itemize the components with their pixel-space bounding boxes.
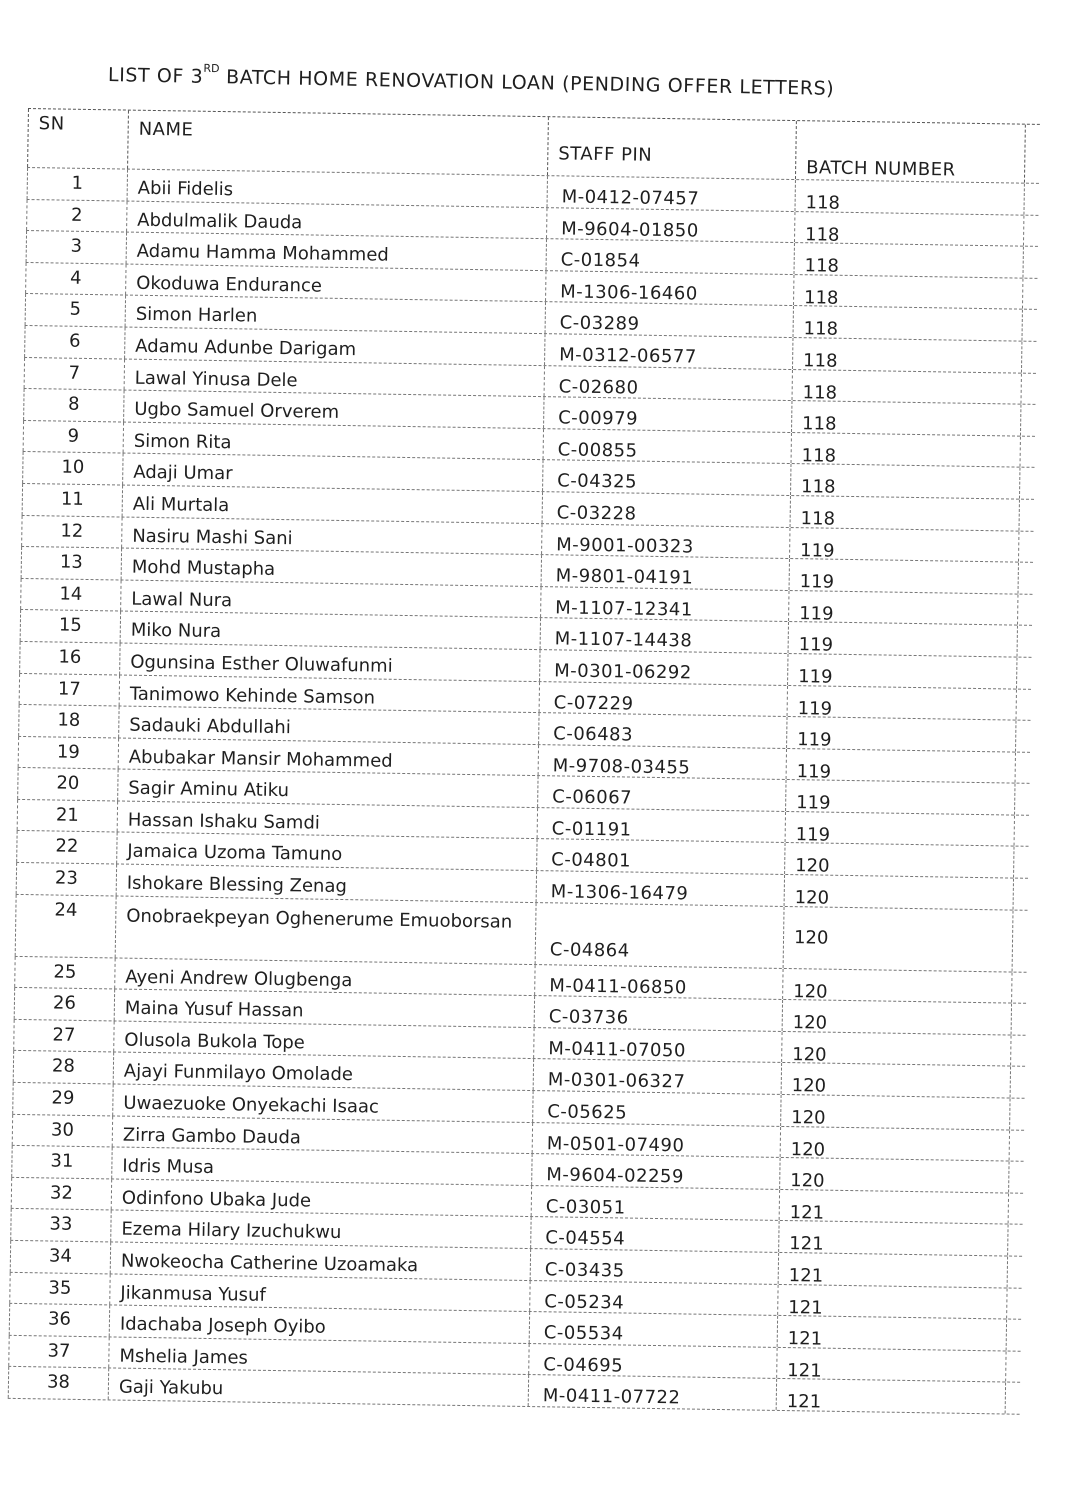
staff-pin-cell: C-04801	[536, 840, 784, 874]
sn-cell: 16	[19, 642, 119, 674]
batch-number-cell: 119	[789, 559, 1019, 593]
staff-pin-cell: M-0412-07457	[547, 176, 795, 210]
column-header-name: NAME	[127, 111, 548, 176]
staff-pin-cell: C-01854	[546, 239, 794, 273]
name-cell: Adaji Umar	[122, 454, 542, 491]
sn-cell: 10	[22, 452, 122, 484]
sn-cell: 33	[10, 1209, 110, 1241]
staff-pin-cell: M-0411-07050	[533, 1028, 781, 1062]
batch-number-cell: 119	[787, 685, 1017, 719]
name-cell: Lawal Nura	[120, 580, 540, 617]
staff-pin-cell: M-0301-06292	[539, 650, 787, 684]
staff-pin-cell: C-04554	[530, 1217, 778, 1251]
batch-number-cell: 120	[781, 1032, 1011, 1066]
sn-cell: 38	[8, 1367, 108, 1399]
sn-cell: 11	[22, 484, 122, 516]
sn-cell: 26	[14, 988, 114, 1020]
name-cell: Odinfono Ubaka Jude	[111, 1179, 531, 1216]
staff-pin-cell: M-9801-04191	[541, 555, 789, 589]
staff-pin-cell: M-9001-00323	[541, 524, 789, 558]
name-cell: Maina Yusuf Hassan	[114, 990, 534, 1027]
name-cell: Mshelia James	[108, 1337, 528, 1374]
name-cell: Uwaezuoke Onyekachi Isaac	[112, 1084, 532, 1121]
name-cell: Tanimowo Kehinde Samson	[119, 675, 539, 712]
staff-pin-cell: M-9604-01850	[546, 208, 794, 242]
name-cell: Hassan Ishaku Samdi	[117, 801, 537, 838]
name-cell: Simon Rita	[123, 422, 543, 459]
name-cell: Abdulmalik Dauda	[126, 201, 546, 238]
batch-number-cell: 118	[793, 275, 1023, 309]
sn-cell: 21	[17, 800, 117, 832]
staff-pin-cell: M-1107-12341	[540, 587, 788, 621]
batch-number-cell: 121	[778, 1253, 1008, 1287]
name-cell: Okoduwa Endurance	[125, 264, 545, 301]
sn-cell: 5	[25, 294, 125, 326]
name-cell: Jikanmusa Yusuf	[109, 1274, 529, 1311]
sn-cell: 32	[11, 1178, 111, 1210]
staff-pin-cell: C-05234	[529, 1281, 777, 1315]
title-prefix: LIST OF 3	[107, 64, 204, 88]
name-cell: Adamu Hamma Mohammed	[126, 233, 546, 270]
sn-cell: 9	[23, 421, 123, 453]
batch-number-cell: 120	[782, 969, 1012, 1003]
batch-number-cell: 120	[784, 875, 1014, 909]
sn-cell: 7	[24, 358, 124, 390]
sn-cell: 37	[8, 1336, 108, 1368]
sn-cell: 18	[18, 705, 118, 737]
batch-number-cell: 119	[787, 654, 1017, 688]
batch-number-cell: 118	[793, 243, 1023, 277]
staff-pin-cell: M-9604-02259	[531, 1154, 779, 1188]
title-suffix: BATCH HOME RENOVATION LOAN (PENDING OFFER LETTERS)	[219, 66, 835, 100]
batch-number-cell: 121	[777, 1285, 1007, 1319]
staff-pin-cell: M-0312-06577	[544, 334, 792, 368]
staff-pin-cell: M-1107-14438	[540, 618, 788, 652]
loan-table	[8, 108, 1040, 1415]
sn-cell: 29	[12, 1083, 112, 1115]
batch-number-cell: 118	[794, 212, 1024, 246]
batch-number-cell: 120	[783, 907, 1014, 972]
batch-number-cell: 118	[792, 306, 1022, 340]
batch-number-cell: 120	[781, 1063, 1011, 1097]
staff-pin-cell: C-04325	[542, 460, 790, 494]
sn-cell: 19	[18, 737, 118, 769]
sn-cell: 30	[12, 1115, 112, 1147]
name-cell: Abubakar Mansir Mohammed	[118, 738, 538, 775]
sn-cell: 28	[13, 1051, 113, 1083]
name-cell: Ogunsina Esther Oluwafunmi	[119, 643, 539, 680]
staff-pin-cell: M-0501-07490	[532, 1123, 780, 1157]
sn-cell: 2	[26, 200, 126, 232]
batch-number-cell: 121	[777, 1316, 1007, 1350]
staff-pin-cell: C-04695	[528, 1344, 776, 1378]
staff-pin-cell: C-05534	[529, 1312, 777, 1346]
batch-number-cell: 119	[785, 780, 1015, 814]
staff-pin-cell: C-03051	[531, 1186, 779, 1220]
batch-number-cell: 120	[784, 843, 1014, 877]
sn-cell: 1	[27, 168, 127, 200]
batch-number-cell: 121	[778, 1221, 1008, 1255]
staff-pin-cell: M-9708-03455	[538, 745, 786, 779]
staff-pin-cell: C-00855	[543, 429, 791, 463]
staff-pin-cell: M-0411-07722	[528, 1375, 776, 1409]
sn-cell: 35	[9, 1272, 109, 1304]
name-cell: Ezema Hilary Izuchukwu	[110, 1211, 530, 1248]
name-cell: Ugbo Samuel Orverem	[123, 391, 543, 428]
sn-cell: 14	[20, 579, 120, 611]
staff-pin-cell: C-06483	[538, 713, 786, 747]
name-cell: Miko Nura	[120, 612, 540, 649]
staff-pin-cell: C-03435	[530, 1249, 778, 1283]
column-header-batch-number: BATCH NUMBER	[795, 121, 1026, 183]
batch-number-cell: 118	[792, 370, 1022, 404]
staff-pin-cell: M-0301-06327	[533, 1059, 781, 1093]
name-cell: Sadauki Abdullahi	[118, 707, 538, 744]
name-cell: Adamu Adunbe Darigam	[124, 328, 544, 365]
document-title	[107, 61, 968, 103]
batch-number-cell: 120	[780, 1095, 1010, 1129]
column-header-sn: SN	[27, 109, 128, 169]
name-cell: Onobraekpeyan Oghenerume Emuoborsan	[115, 896, 536, 964]
staff-pin-cell: M-1306-16479	[536, 871, 784, 905]
sn-cell: 24	[15, 895, 116, 958]
batch-number-cell: 119	[788, 622, 1018, 656]
name-cell: Olusola Bukola Tope	[113, 1021, 533, 1058]
name-cell: Idachaba Joseph Oyibo	[109, 1306, 529, 1343]
sn-cell: 13	[21, 547, 121, 579]
staff-pin-cell: C-00979	[543, 397, 791, 431]
name-cell: Mohd Mustapha	[121, 549, 541, 586]
batch-number-cell: 118	[790, 464, 1020, 498]
batch-number-cell: 118	[794, 180, 1024, 214]
staff-pin-cell: C-03289	[545, 303, 793, 337]
sn-cell: 20	[17, 768, 117, 800]
sn-cell: 36	[9, 1304, 109, 1336]
name-cell: Jamaica Uzoma Tamuno	[116, 833, 536, 870]
sn-cell: 27	[13, 1020, 113, 1052]
sn-cell: 4	[25, 263, 125, 295]
name-cell: Sagir Aminu Atiku	[117, 770, 537, 807]
staff-pin-cell: C-05625	[532, 1091, 780, 1125]
name-cell: Nasiru Mashi Sani	[121, 517, 541, 554]
sn-cell: 23	[16, 863, 116, 895]
staff-pin-cell: C-04864	[535, 903, 784, 968]
sn-cell: 12	[21, 515, 121, 547]
batch-number-cell: 119	[786, 749, 1016, 783]
name-cell: Idris Musa	[111, 1148, 531, 1185]
staff-pin-cell: M-0411-06850	[534, 965, 782, 999]
batch-number-cell: 118	[792, 338, 1022, 372]
batch-number-cell: 119	[786, 717, 1016, 751]
name-cell: Ishokare Blessing Zenag	[116, 865, 536, 902]
batch-number-cell: 120	[780, 1127, 1010, 1161]
batch-number-cell: 119	[788, 591, 1018, 625]
sn-cell: 6	[24, 326, 124, 358]
name-cell: Ali Murtala	[122, 485, 542, 522]
staff-pin-cell: C-07229	[539, 682, 787, 716]
batch-number-cell: 118	[791, 401, 1021, 435]
name-cell: Gaji Yakubu	[108, 1369, 528, 1406]
batch-number-cell: 120	[782, 1000, 1012, 1034]
batch-number-cell: 120	[779, 1158, 1009, 1192]
sn-cell: 34	[10, 1241, 110, 1273]
sn-cell: 17	[19, 673, 119, 705]
batch-number-cell: 121	[776, 1379, 1006, 1413]
staff-pin-cell: M-1306-16460	[545, 271, 793, 305]
name-cell: Ayeni Andrew Olugbenga	[114, 958, 534, 995]
staff-pin-cell: C-03228	[542, 492, 790, 526]
name-cell: Zirra Gambo Dauda	[112, 1116, 532, 1153]
name-cell: Abii Fidelis	[127, 170, 547, 207]
name-cell: Simon Harlen	[125, 296, 545, 333]
staff-pin-cell: C-03736	[534, 996, 782, 1030]
sn-cell: 15	[20, 610, 120, 642]
table-body	[8, 167, 1039, 1415]
sn-cell: 8	[23, 389, 123, 421]
name-cell: Lawal Yinusa Dele	[124, 359, 544, 396]
batch-number-cell: 118	[791, 433, 1021, 467]
batch-number-cell: 119	[789, 528, 1019, 562]
sn-cell: 22	[16, 831, 116, 863]
sn-cell: 31	[11, 1146, 111, 1178]
staff-pin-cell: C-02680	[544, 366, 792, 400]
sn-cell: 25	[14, 957, 114, 989]
batch-number-cell: 119	[785, 812, 1015, 846]
title-superscript: RD	[203, 61, 220, 76]
staff-pin-cell: C-01191	[537, 808, 785, 842]
column-header-staff-pin: STAFF PIN	[547, 117, 796, 179]
name-cell: Nwokeocha Catherine Uzoamaka	[110, 1242, 530, 1279]
batch-number-cell: 121	[776, 1348, 1006, 1382]
batch-number-cell: 121	[779, 1190, 1009, 1224]
name-cell: Ajayi Funmilayo Omolade	[113, 1053, 533, 1090]
batch-number-cell: 118	[790, 496, 1020, 530]
sn-cell: 3	[26, 231, 126, 263]
staff-pin-cell: C-06067	[537, 776, 785, 810]
